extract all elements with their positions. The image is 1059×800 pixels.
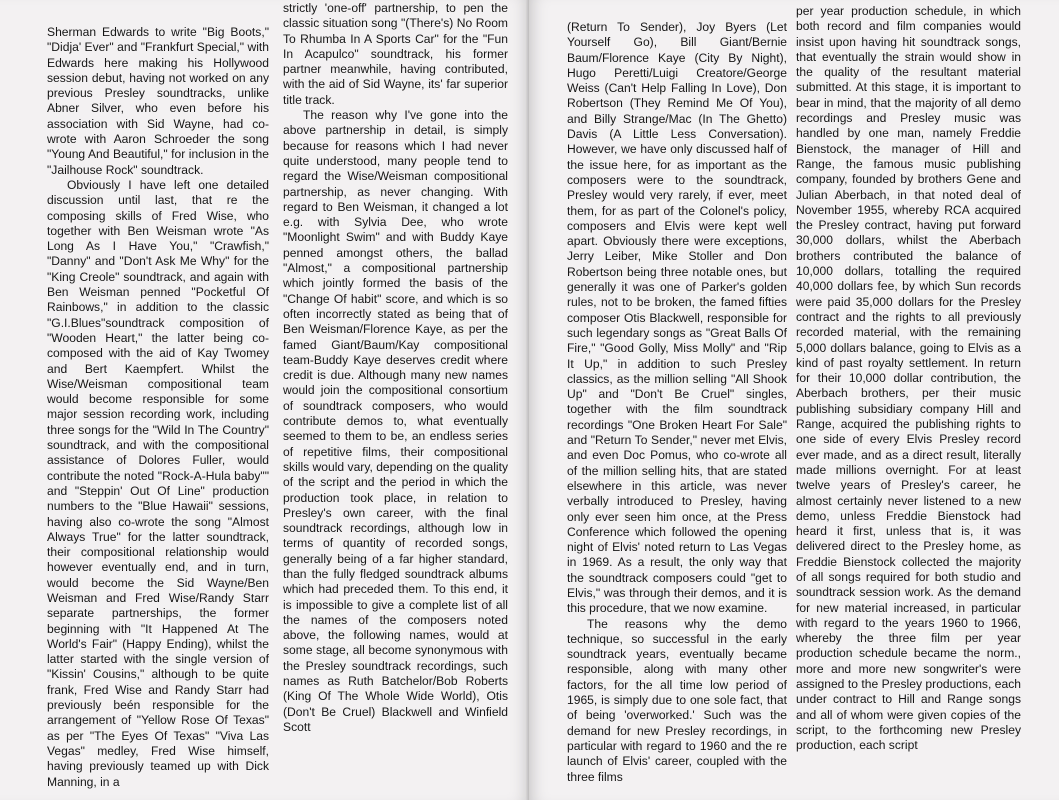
text-column-2 [283,1,508,800]
text-column-4 [796,4,1021,800]
paragraph: per year production schedule, in which both record and film companies would insist upon having hit soundtrack songs, that eventually the strain would show in the quality of the resultant material submitted. At this stage, it is important to bear in mind, that the majority of all demo recordings and Presley music was handled by one man, namely Freddie Bienstock, the manager of Hill and Range, the famous music publishing company, founded by brothers Gene and Julian Aberbach, in that noted deal of November 1955, whereby RCA acquired the Presley contract, having put forward 30,000 dollars, whilst the Aberbach brothers contributed the balance of 10,000 dollars, totalling the required 40,000 dollars fee, by which Sun records were paid 35,000 dollars for the Presley contract and the rights to all previously recorded material, with the remaining 5,000 dollars balance, going to Elvis as a kind of past royalty settlement. In return for their 10,000 dollar contribution, the Aberbach brothers, per their music publishing subsidiary company Hill and Range, acquired the publishing rights to one side of every Elvis Presley record ever made, and as a direct result, literally made millions overnight. For at least twelve years of Presley's career, he almost certainly never listened to a new demo, unless Freddie Bienstock had heard it first, unless that is, it was delivered direct to the Presley home, as Freddie Bienstock collected the majority of all songs required for both studio and soundtrack session work. As the demand for new material increased, in particular with regard to the years 1960 to 1966, whereby the three film per year production schedule became the norm., more and more new songwriter's were assigned to the Presley productions, each under contract to Hill and Range songs and all of whom were given copies of the script, to the forthcoming new Presley production, each script [796,4,1021,753]
paragraph: The reason why I've gone into the above partnership in detail, is simply because for reasons which I had never quite understood, many people tend to regard the Wise/Weisman compositional partnership, as never changing. With regard to Ben Weisman, it changed a lot e.g. with Sylvia Dee, who wrote "Moonlight Swim" and with Buddy Kaye penned amongst others, the ballad "Almost," a compositional partnership which jointly formed the basis of the "Change Of habit" score, and which is so often incorrectly stated as being that of Ben Weisman/Florence Kaye, as per the famed Giant/Baum/Kay compositional team-Buddy Kaye deserves credit where credit is due. Although many new names would join the compositional consortium of soundtrack composers, who would contribute demos to, what eventually seemed to them to be, an endless series of repetitive films, their compositional skills would vary, depending on the quality of the script and the period in which the production took place, in relation to Presley's own career, with the final soundtrack recordings, although low in terms of quantity of recorded songs, generally being of a far higher standard, than the fully fledged soundtrack albums which had preceded them. To this end, it is impossible to give a complete list of all the names of the composers noted above, the following names, would at some stage, all become synonymous with the Presley soundtrack recordings, such names as Ruth Batchelor/Bob Roberts (King Of The Whole Wide World), Otis (Don't Be Cruel) Blackwell and Winfield Scott [283,108,508,734]
text-column-1 [47,25,269,800]
paragraph: The reasons why the demo technique, so successful in the early soundtrack years, eventually became responsible, along with many other factors, for the all time low period of 1965, is simply due to one sole fact, that of being 'overworked.' Such was the demand for new Presley recordings, in particular with regard to 1960 and the re launch of Elvis' career, coupled with the three films [567,616,787,784]
paragraph: (Return To Sender), Joy Byers (Let Yourself Go), Bill Giant/Bernie Baum/Florence Kaye (City By Night), Hugo Peretti/Luigi Creatore/George Weiss (Can't Help Falling In Love), Don Robertson (They Remind Me Of You), and Billy Strange/Mac (In The Ghetto) Davis (A Little Less Conversation). However, we have only discussed half of the issue here, for as important as the composers were to the soundtrack, Presley would very rarely, if ever, meet them, for as part of the Colonel's policy, composers and Elvis were kept well apart. Obviously there were exceptions, Jerry Leiber, Mike Stoller and Don Robertson being three notable ones, but generally it was one of Parker's golden rules, not to be broken, the famed fifties composer Otis Blackwell, responsible for such legendary songs as "Great Balls Of Fire," "Good Golly, Miss Molly" and "Rip It Up," in addition to such Presley classics, as the million selling "All Shook Up" and "Don't Be Cruel" singles, together with the film soundtrack recordings "One Broken Heart For Sale" and "Return To Sender," never met Elvis, and even Doc Pomus, who co-wrote all of the million selling hits, that are stated elsewhere in this article, was never verbally introduced to Presley, having only ever seen him once, at the Press Conference which followed the opening night of Elvis' noted return to Las Vegas in 1969. As a result, the only way that the soundtrack composers could "get to Elvis," was through their demos, and it is this procedure, that we now examine. [567,20,787,616]
paragraph: strictly 'one-off' partnership, to pen the classic situation song "(There's) No Room To Rhumba In A Sports Car" for the "Fun In Acapulco" soundtrack, his former partner meanwhile, having contributed, with the aid of Sid Wayne, its' far superior title track. [283,1,508,107]
left-page [0,0,529,800]
paragraph: Sherman Edwards to write "Big Boots," "Didja' Ever" and "Frankfurt Special," with Edwards here making his Hollywood session debut, having not worked on any previous Presley soundtracks, unlike Abner Silver, who even before his association with Sid Wayne, had co-wrote with Aaron Schroeder the song "Young And Beautiful," for inclusion in the "Jailhouse Rock" soundtrack. [47,25,269,177]
right-page [529,0,1059,800]
paragraph: Obviously I have left one detailed discussion until last, that re the composing skills of Fred Wise, who together with Ben Weisman wrote "As Long As I Have You," "Crawfish," "Danny" and "Don't Ask Me Why" for the "King Creole" soundtrack, and again with Ben Weisman penned "Pocketful Of Rainbows," in addition to the classic "G.I.Blues"soundtrack composition of "Wooden Heart," the latter being co-composed with the aid of Kay Twomey and Bert Kaempfert. Whilst the Wise/Weisman compositional team would become responsible for some major session recording work, including three songs for the "Wild In The Country" soundtrack, and with the compositional assistance of Dolores Fuller, would contribute the noted "Rock-A-Hula baby"" and "Steppin' Out Of Line" production numbers to the "Blue Hawaii" sessions, having also co-wrote the song "Almost Always True" for the latter soundtrack, their compositional relationship would however eventually end, and in turn, would become the Sid Wayne/Ben Weisman and Fred Wise/Randy Starr separate partnerships, the former beginning with "It Happened At The World's Fair" (Happy Ending), whilst the latter started with the single version of "Kissin' Cousins," although to be quite frank, Fred Wise and Randy Starr had previously beén responsible for the arrangement of "Yellow Rose Of Texas" as per "The Eyes Of Texas" "Viva Las Vegas" medley, Fred Wise himself, having previously teamed up with Dick Manning, in a [47,177,269,789]
text-column-3 [567,20,787,800]
